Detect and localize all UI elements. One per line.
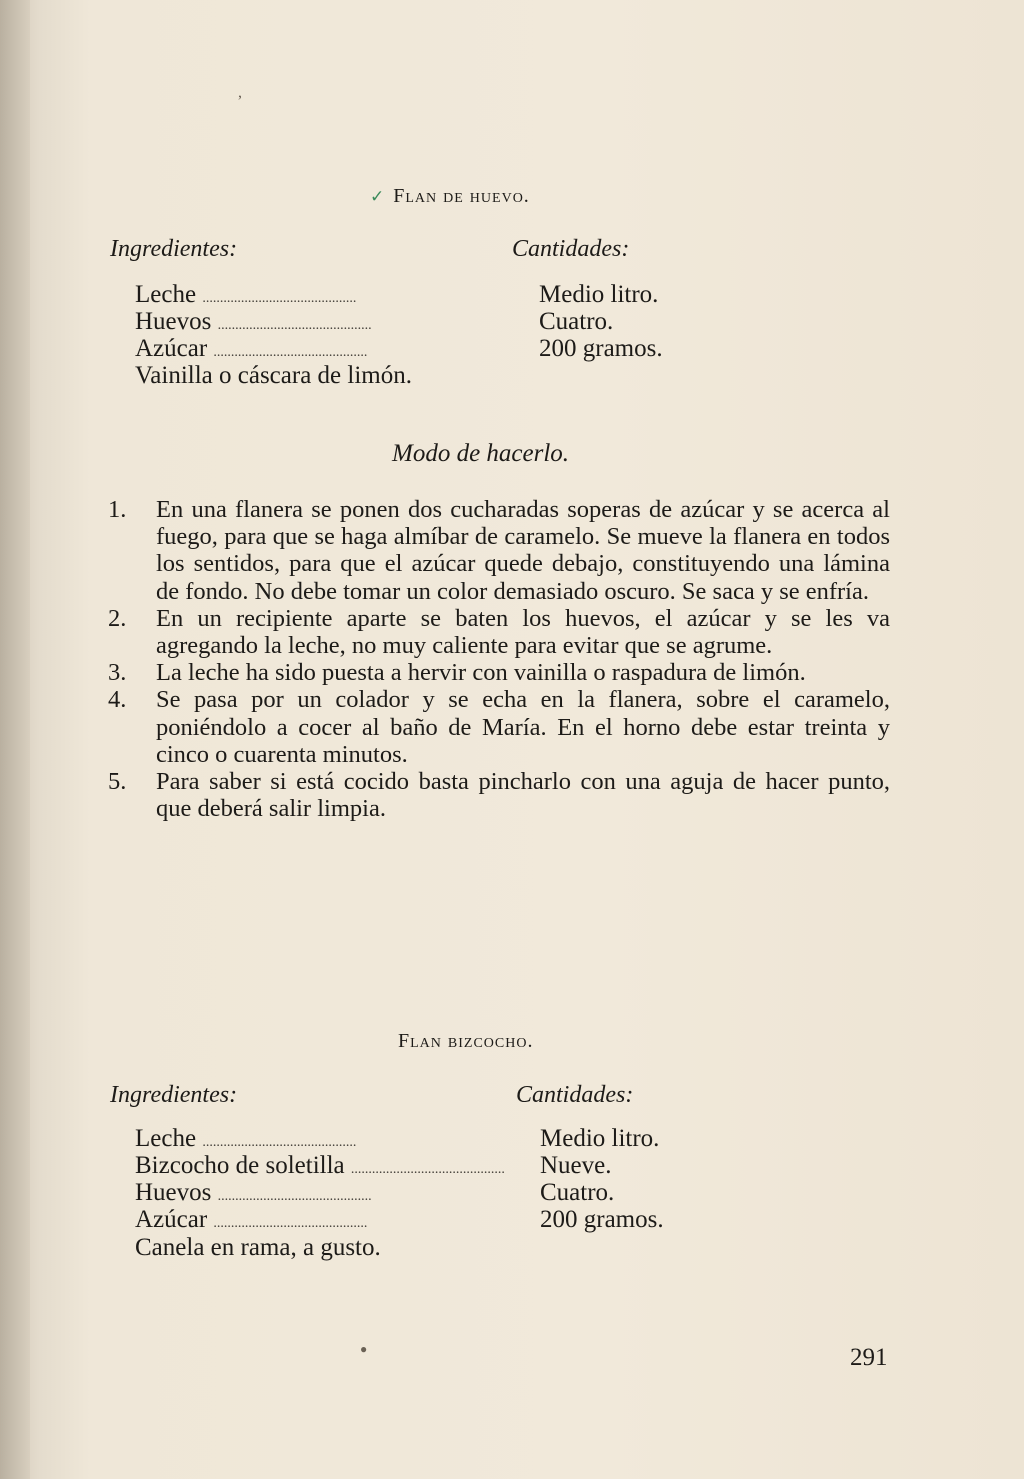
recipe2-title: Flan bizcocho. [398, 1030, 534, 1052]
ingredient-name: Leche [135, 1125, 197, 1152]
method-heading: Modo de hacerlo. [392, 440, 570, 467]
dot-leader: ............................................ [213, 1216, 368, 1231]
ingredient-quantity: 200 gramos. [540, 1206, 664, 1233]
dot-leader: ............................................ [350, 1162, 505, 1177]
step-text: La leche ha sido puesta a hervir con vainilla o raspadura de limón. [156, 659, 806, 687]
recipe1-quantities-heading: Cantidades: [512, 236, 630, 262]
step-item [108, 659, 890, 686]
recipe1-title [370, 185, 690, 208]
ingredient-name: Azúcar [135, 335, 208, 362]
step-number: 2. [108, 604, 127, 632]
speck-mark: , [238, 84, 242, 101]
dot-leader: ............................................ [217, 318, 372, 333]
step-text: En una flanera se ponen dos cucharadas soperas de azúcar y se acerca al fuego, para que se haga almíbar de caramelo. Se mueve la flanera en todos los sentidos, para que el azúcar quede debajo, constituyendo una lámina de fondo. No debe tomar un color demasiado oscuro. Se saca y se enfría. [156, 496, 890, 605]
step-text: Se pasa por un colador y se echa en la flanera, sobre el caramelo, poniéndolo a cocer al baño de María. En el horno debe estar treinta y cinco o cuarenta minutos. [156, 686, 890, 768]
recipe1-ingredient-row [135, 335, 695, 363]
recipe2-ingredient-row [135, 1179, 695, 1207]
ingredient-quantity: Nueve. [540, 1152, 612, 1179]
recipe2-ingredient-row [135, 1206, 695, 1234]
dot-leader: ............................................ [213, 345, 368, 360]
step-number: 1. [108, 496, 127, 523]
step-item [108, 605, 890, 659]
recipe1-ingredient-row [135, 362, 695, 390]
ingredient-name: Vainilla o cáscara de limón. [135, 362, 412, 389]
speck-mark: ● [360, 1342, 368, 1356]
page-number: 291 [850, 1344, 888, 1371]
dot-leader: ............................................ [202, 291, 357, 306]
recipe1-ingredient-row [135, 308, 695, 336]
ingredient-quantity: Medio litro. [539, 281, 659, 308]
recipe2-ingredient-row [135, 1152, 695, 1180]
step-item [108, 496, 890, 605]
step-text: Para saber si está cocido basta pincharlo con una aguja de hacer punto, que deberá salir limpia. [156, 768, 890, 823]
ingredient-name: Azúcar [135, 1206, 208, 1233]
recipe2-ingredient-row [135, 1234, 695, 1262]
check-mark-icon: ✓ [370, 187, 386, 206]
dot-leader: ............................................ [217, 1189, 372, 1204]
ingredient-name: Bizcocho de soletilla [135, 1152, 345, 1179]
ingredient-name: Huevos [135, 308, 212, 335]
recipe1-ingredients-heading: Ingredientes: [110, 236, 238, 262]
step-text: En un recipiente aparte se baten los huevos, el azúcar y se les va agregando la leche, no muy caliente para evitar que se agrume. [156, 604, 890, 660]
method-steps [108, 496, 890, 822]
ingredient-quantity: 200 gramos. [539, 335, 663, 362]
step-number: 4. [108, 686, 127, 714]
step-number: 5. [108, 768, 127, 796]
step-item [108, 768, 890, 822]
recipe1-ingredient-row [135, 281, 695, 309]
recipe1-title-text: Flan de huevo. [393, 185, 530, 207]
ingredient-name: Leche [135, 281, 197, 308]
recipe2-quantities-heading: Cantidades: [516, 1082, 634, 1108]
ingredient-quantity: Cuatro. [540, 1179, 615, 1206]
recipe2-ingredient-row [135, 1125, 695, 1153]
recipe2-ingredients-heading: Ingredientes: [110, 1082, 238, 1108]
step-number: 3. [108, 659, 127, 687]
page-spine-shadow [0, 0, 30, 1479]
ingredient-quantity: Medio litro. [540, 1125, 660, 1152]
dot-leader: ............................................ [202, 1135, 357, 1150]
ingredient-name: Huevos [135, 1179, 212, 1206]
step-item [108, 686, 890, 768]
ingredient-name: Canela en rama, a gusto. [135, 1234, 381, 1261]
ingredient-quantity: Cuatro. [539, 308, 614, 335]
